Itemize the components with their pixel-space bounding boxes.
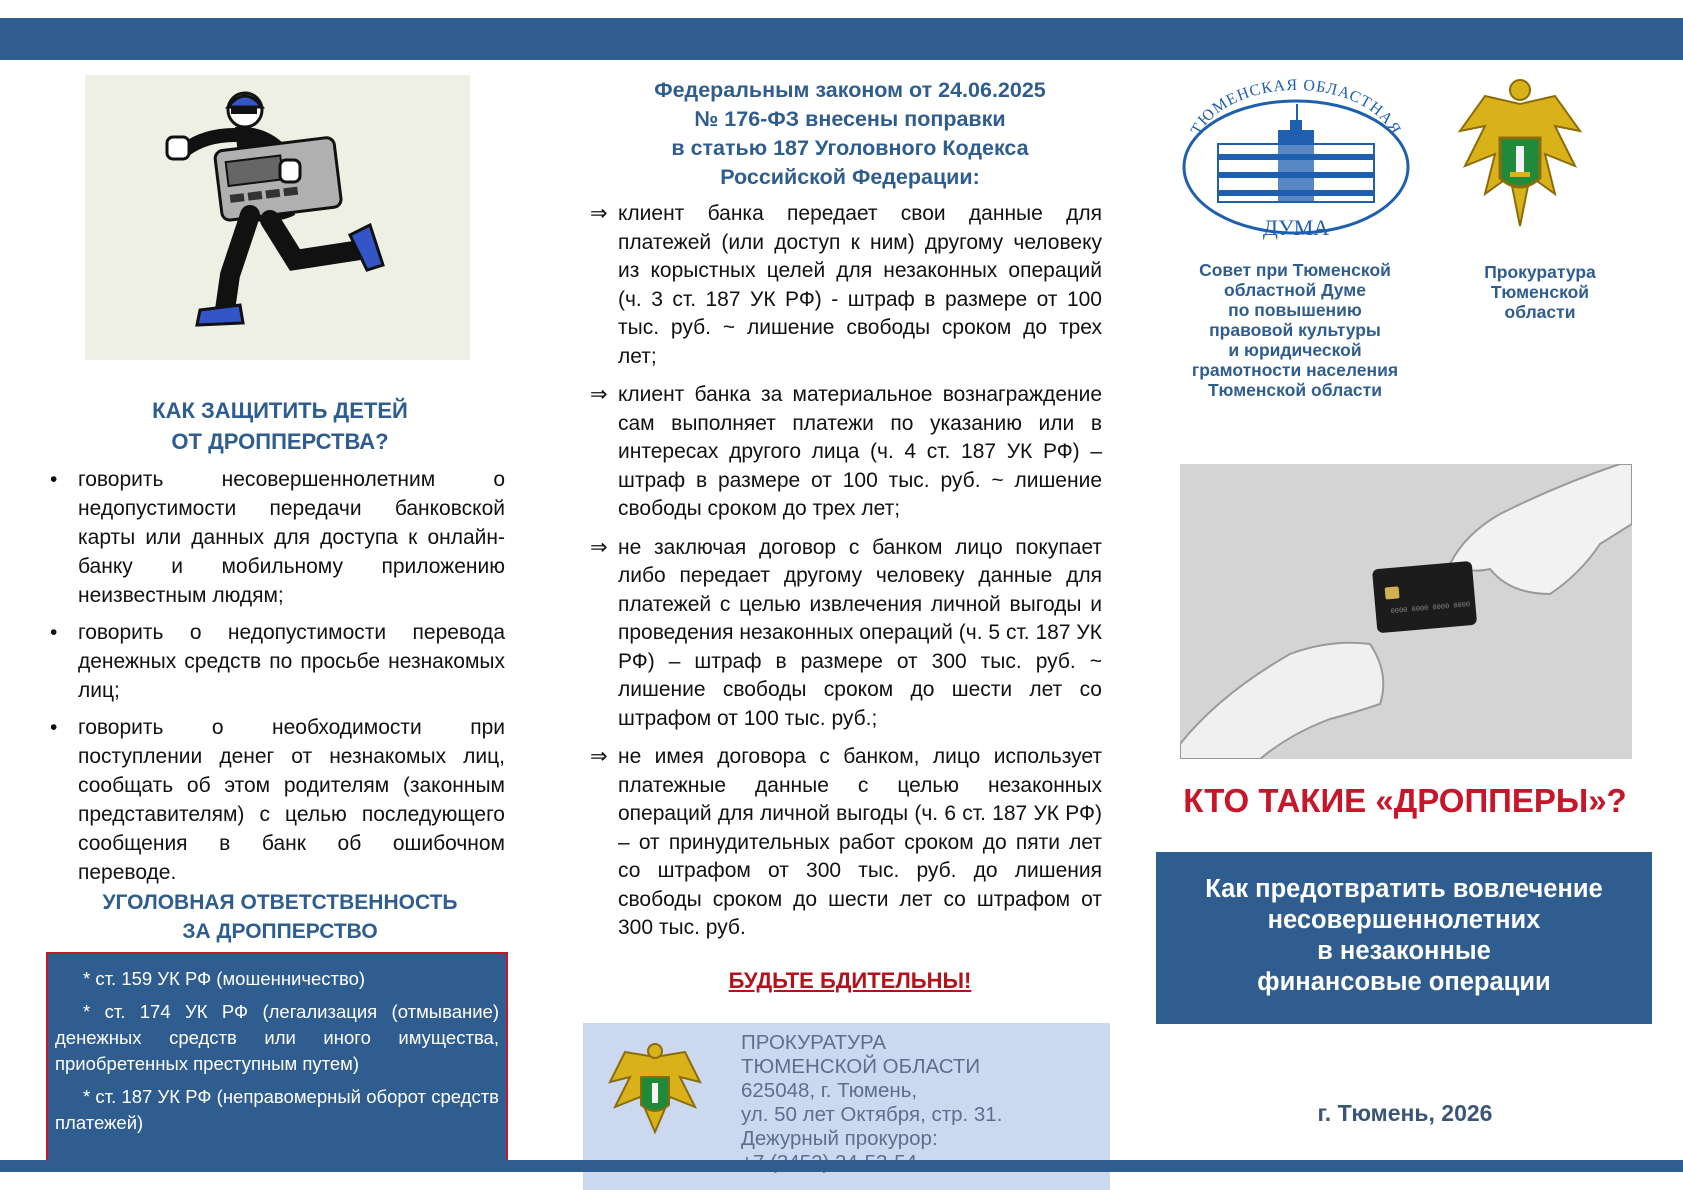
list-item-text: говорить несовершеннолетним о недопустимости передачи банковской карты или данных для доступа к онлайн-банку и мобильному приложению неизвестным людям; bbox=[78, 468, 505, 607]
caption-line: областной Думе bbox=[1224, 280, 1366, 300]
heading-protect-children bbox=[90, 395, 470, 457]
law-title-line: № 176-ФЗ внесены поправки bbox=[694, 107, 1006, 131]
main-title: КТО ТАКИЕ «ДРОППЕРЫ»? bbox=[1183, 782, 1627, 819]
arrow-icon: ⇒ bbox=[590, 202, 608, 225]
caption-line: области bbox=[1504, 302, 1576, 322]
caption-line: правовой культуры bbox=[1209, 320, 1381, 340]
contact-line: ул. 50 лет Октября, стр. 31. bbox=[741, 1103, 1003, 1126]
caption-line: и юридической bbox=[1228, 340, 1362, 360]
arrow-icon: ⇒ bbox=[590, 745, 608, 768]
caption-line: грамотности населения bbox=[1191, 360, 1399, 380]
caption-line: Тюменской области bbox=[1208, 380, 1382, 400]
amendments-list bbox=[590, 200, 1102, 953]
law-title-line: в статью 187 Уголовного Кодекса bbox=[671, 136, 1029, 160]
bullet-icon: • bbox=[50, 716, 58, 739]
heading-line: КАК ЗАЩИТИТЬ ДЕТЕЙ bbox=[152, 398, 408, 423]
prosecutor-emblem-icon bbox=[605, 1037, 705, 1147]
caption-line: Прокуратура bbox=[1484, 262, 1596, 282]
bullet-icon: • bbox=[50, 621, 58, 644]
list-item bbox=[50, 618, 505, 705]
bullet-icon: • bbox=[50, 468, 58, 491]
list-item-text: говорить о необходимости при поступлении денег от незнакомых лиц, сообщать об этом родителям (законным представителям) с целью последующего сообщения в банк об ошибочном переводе. bbox=[78, 716, 505, 884]
subtitle-box bbox=[1156, 852, 1652, 1024]
list-item bbox=[590, 743, 1102, 943]
prosecutor-caption bbox=[1460, 262, 1620, 322]
law-title bbox=[600, 76, 1100, 192]
card-number: 0000 0000 0000 0000 bbox=[1390, 601, 1471, 617]
heading-criminal-liability bbox=[70, 888, 490, 946]
article-item: * ст. 159 УК РФ (мошенничество) bbox=[83, 968, 366, 989]
list-item bbox=[590, 534, 1102, 734]
arrow-icon: ⇒ bbox=[590, 535, 608, 559]
articles-box bbox=[46, 952, 508, 1170]
subtitle-line: несовершеннолетних bbox=[1267, 906, 1541, 934]
list-item-text: клиент банка за материальное вознаграждение сам выполняет платежи по указанию или в интересах другого лица (ч. 4 ст. 187 УК РФ) – штраф в размере от 100 тыс. руб. ~ лишение свободы сроком до трех лет; bbox=[618, 383, 1102, 520]
list-item-text: клиент банка передает свои данные для платежей (или доступ к ним) другому человеку из корыстных целей для незаконных операций (ч. 3 ст. 187 УК РФ) - штраф в размере от 100 тыс. руб. ~ лишение свободы сроком до трех лет; bbox=[618, 202, 1102, 368]
heading-line: ЗА ДРОППЕРСТВО bbox=[182, 920, 378, 943]
article-item: * ст. 187 УК РФ (неправомерный оборот средств платежей) bbox=[55, 1086, 499, 1133]
thief-with-card-icon bbox=[85, 75, 470, 360]
city-year: г. Тюмень, 2026 bbox=[1317, 1100, 1493, 1126]
article-item: * ст. 174 УК РФ (легализация (отмывание) денежных средств или иного имущества, приобретенных преступным путем) bbox=[55, 1001, 499, 1074]
contact-line: ТЮМЕНСКОЙ ОБЛАСТИ bbox=[741, 1055, 981, 1078]
warning-text: БУДЬТЕ БДИТЕЛЬНЫ! bbox=[728, 968, 972, 993]
thief-illustration bbox=[85, 75, 470, 360]
duma-logo-arc-text: ТЮМЕНСКАЯ ОБЛАСТНАЯ bbox=[1187, 76, 1405, 138]
heading-line: ОТ ДРОППЕРСТВА? bbox=[171, 429, 389, 454]
duma-emblem-icon bbox=[1178, 72, 1414, 247]
hands-card-photo bbox=[1180, 464, 1632, 759]
caption-line: Совет при Тюменской bbox=[1199, 260, 1391, 280]
contact-line: 625048, г. Тюмень, bbox=[741, 1079, 918, 1102]
list-item-text: не имея договора с банком, лицо использует платежные данные с целью незаконных операций для личной выгоды (ч. 6 ст. 187 УК РФ) – от принудительных работ сроком до пяти лет со штрафом от 300 тыс. руб. до лишения свободы сроком до шести лет со штрафом от 300 тыс. руб. bbox=[618, 745, 1102, 939]
heading-line: УГОЛОВНАЯ ОТВЕТСТВЕННОСТЬ bbox=[102, 891, 458, 914]
law-title-line: Федеральным законом от 24.06.2025 bbox=[654, 78, 1046, 102]
list-item-text: не заключая договор с банком лицо покупает либо передает другому человеку данные для платежей с целью извлечения личной выгоды и проведения незаконных операций (ч. 5 ст. 187 УК РФ) – штраф в размере от 300 тыс. руб. ~ лишение свободы сроком до шести лет со штрафом от 100 тыс. руб.; bbox=[618, 535, 1102, 730]
subtitle-line: Как предотвратить вовлечение bbox=[1205, 875, 1603, 903]
subtitle-line: в незаконные bbox=[1317, 937, 1491, 965]
arrow-icon: ⇒ bbox=[590, 383, 608, 406]
list-item bbox=[590, 381, 1102, 524]
caption-line: Тюменской bbox=[1490, 282, 1590, 302]
caption-line: по повышению bbox=[1228, 300, 1362, 320]
law-title-line: Российской Федерации: bbox=[720, 165, 980, 189]
duma-caption bbox=[1175, 260, 1415, 400]
list-item bbox=[590, 200, 1102, 371]
top-band bbox=[0, 18, 1683, 60]
hands-passing-card-icon bbox=[1180, 464, 1632, 759]
subtitle-line: финансовые операции bbox=[1257, 968, 1551, 996]
list-item bbox=[50, 465, 505, 610]
contact-text bbox=[741, 1031, 1002, 1175]
duma-logo-word: ДУМА bbox=[1262, 215, 1330, 240]
contact-line: Дежурный прокурор: bbox=[741, 1127, 938, 1150]
list-item-text: говорить о недопустимости перевода денежных средств по просьбе незнакомых лиц; bbox=[78, 621, 505, 702]
list-item bbox=[50, 713, 505, 887]
contact-line: ПРОКУРАТУРА bbox=[741, 1031, 886, 1054]
bottom-band bbox=[0, 1160, 1683, 1172]
prosecutor-emblem-icon bbox=[1455, 76, 1585, 246]
advice-list bbox=[50, 465, 505, 895]
